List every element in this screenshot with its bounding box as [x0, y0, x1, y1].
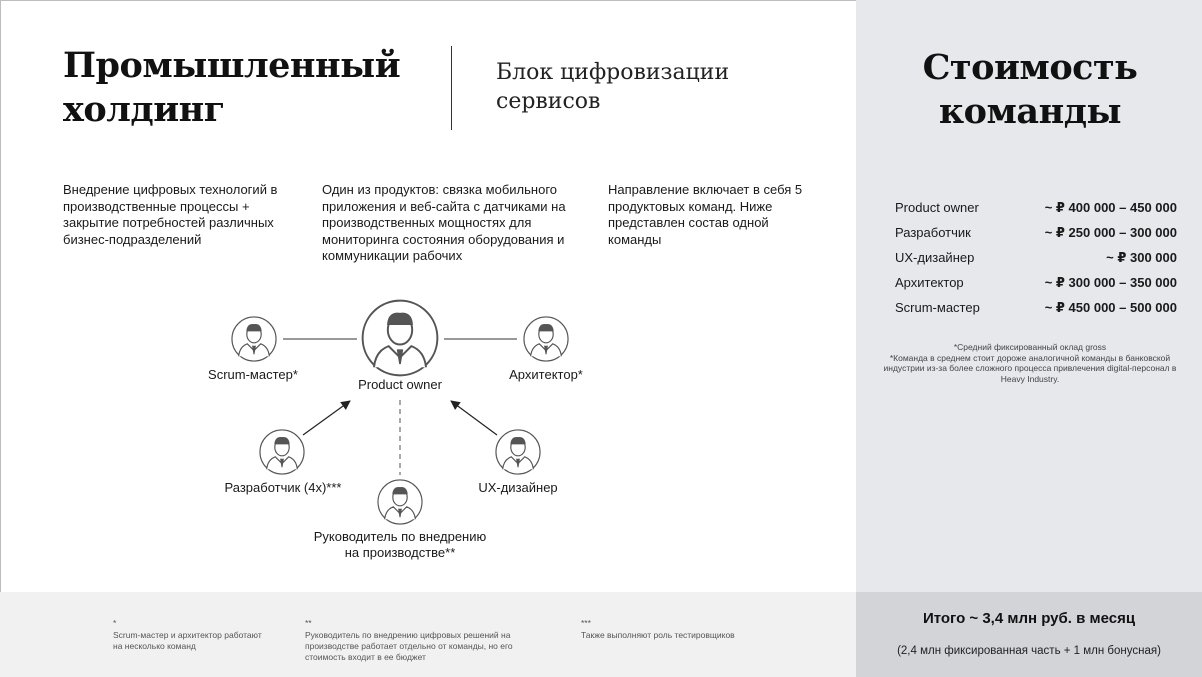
- scrum-master-person-icon: [232, 317, 276, 361]
- page-title: Промышленный холдинг: [63, 45, 401, 130]
- manager-label: Руководитель по внедрению на производстве**: [313, 529, 487, 560]
- cost-value: ~ ₽ 300 000 – 350 000: [1044, 275, 1177, 290]
- cost-role: Scrum-мастер: [895, 300, 980, 315]
- cost-row: [895, 199, 1177, 224]
- manager-person-icon: [378, 480, 422, 524]
- cost-row: [895, 274, 1177, 299]
- product-owner-label: Product owner: [358, 377, 442, 392]
- page-subtitle: Блок цифровизации сервисов: [496, 60, 730, 114]
- ux-designer-label: UX-дизайнер: [478, 480, 558, 495]
- cost-row: [895, 224, 1177, 249]
- footnote-text: Руководитель по внедрению цифровых решений на производстве работает отдельно от команды, но его стоимость входит в ее бюджет: [305, 630, 513, 662]
- footnote: [113, 618, 273, 652]
- description-3: Направление включает в себя 5 продуктовых команд. Ниже представлен состав одной команды: [608, 182, 803, 247]
- cost-row: [895, 299, 1177, 324]
- footnote-mark: **: [305, 618, 312, 628]
- footnote-mark: *: [113, 618, 117, 628]
- cost-role: Разработчик: [895, 225, 971, 240]
- cost-role: Product owner: [895, 200, 979, 215]
- total-breakdown: (2,4 млн фиксированная часть + 1 млн бонусная): [897, 645, 1161, 657]
- ux-arrow: [451, 401, 497, 435]
- cost-note-salary: *Средний фиксированный оклад gross: [953, 342, 1107, 352]
- footnote: [305, 618, 545, 663]
- developer-arrow: [303, 401, 350, 435]
- ux-designer-person-icon: [496, 430, 540, 474]
- scrum-master-label: Scrum-мастер*: [208, 367, 298, 382]
- cost-row: [895, 249, 1177, 274]
- cost-note-industry: *Команда в среднем стоит дороже аналогичной команды в банковской индустрии из-за более сложного процесса привлечения digital-персонал в Heavy Industry.: [883, 352, 1177, 384]
- product-owner-person-icon: [363, 301, 438, 376]
- cost-value: ~ ₽ 300 000: [1106, 250, 1177, 265]
- cost-role: Архитектор: [895, 275, 964, 290]
- footnote-mark: ***: [581, 618, 591, 628]
- architect-label: Архитектор*: [509, 367, 583, 382]
- developer-person-icon: [260, 430, 304, 474]
- cost-role: UX-дизайнер: [895, 250, 975, 265]
- description-1: Внедрение цифровых технологий в производственные процессы + закрытие потребностей различных бизнес-подразделений: [63, 182, 278, 247]
- total-panel: [856, 592, 1202, 677]
- footnote-text: Также выполняют роль тестировщиков: [581, 630, 735, 640]
- cost-value: ~ ₽ 450 000 – 500 000: [1044, 300, 1177, 315]
- cost-table: [895, 199, 1177, 324]
- description-2: Один из продуктов: связка мобильного приложения и веб-сайта с датчиками на производственных мощностях для мониторинга состояния оборудования и коммуникации рабочих: [322, 182, 566, 263]
- total-title: Итого ~ 3,4 млн руб. в месяц: [922, 610, 1136, 627]
- cost-value: ~ ₽ 400 000 – 450 000: [1044, 200, 1177, 215]
- cost-notes: [880, 342, 1180, 384]
- cost-title: Стоимость команды: [922, 47, 1138, 132]
- cost-value: ~ ₽ 250 000 – 300 000: [1044, 225, 1177, 240]
- developer-label: Разработчик (4x)***: [224, 480, 342, 495]
- architect-person-icon: [524, 317, 568, 361]
- footnote: [581, 618, 781, 641]
- footnote-text: Scrum-мастер и архитектор работают на несколько команд: [113, 630, 262, 651]
